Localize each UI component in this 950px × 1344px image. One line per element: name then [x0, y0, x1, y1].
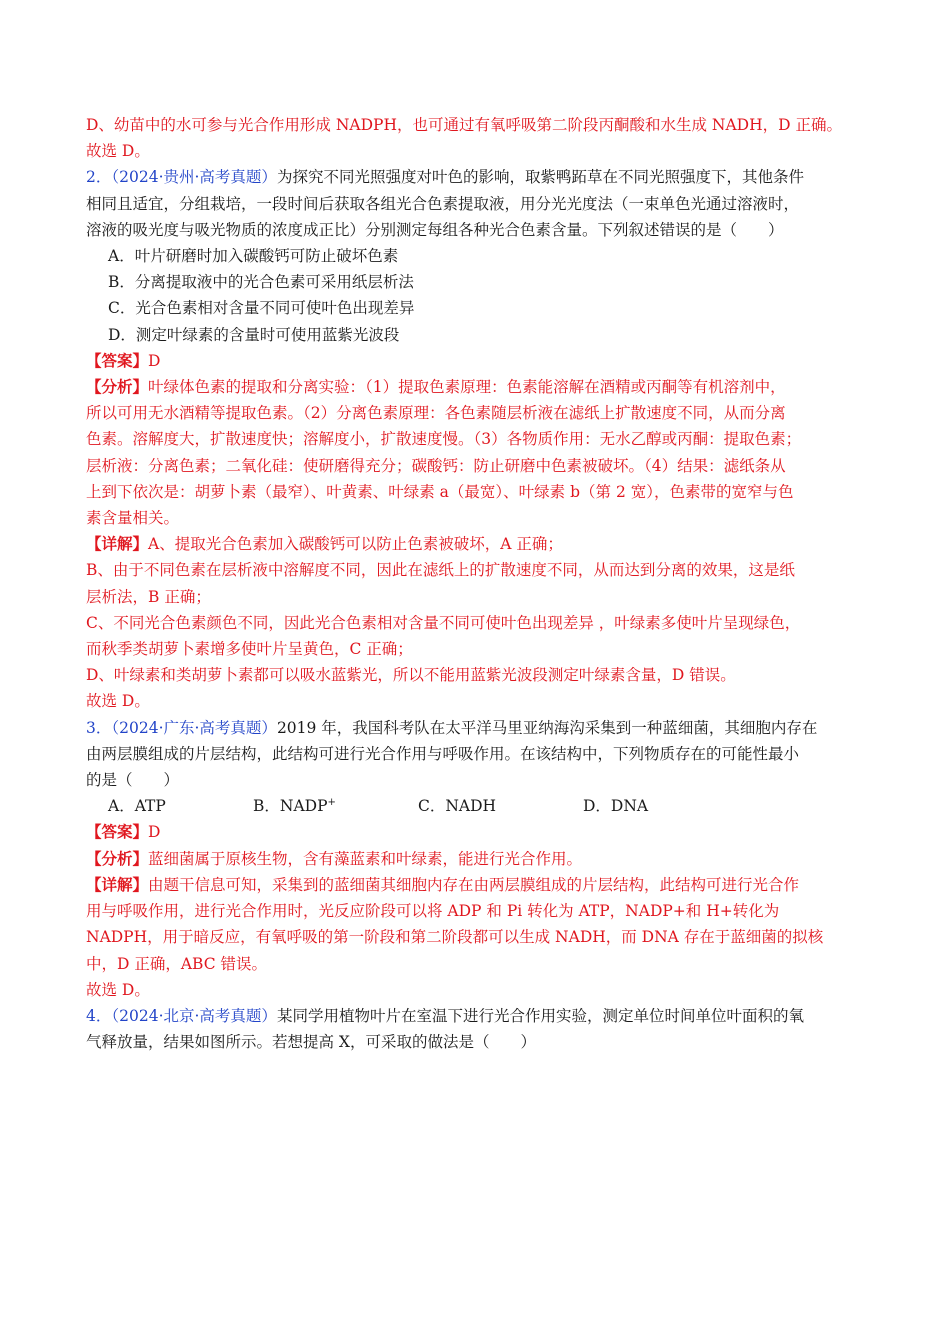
q3-detail-line-4: 中，D 正确，ABC 错误。 [86, 954, 268, 973]
q2-analysis-line-3: 色素。溶解度大，扩散速度快；溶解度小，扩散速度慢。（3）各物质作用：无水乙醇或丙酮：提取色素； [86, 430, 802, 449]
q3-analysis-text: 蓝细菌属于原核生物，含有藻蓝素和叶绿素，能进行光合作用。 [148, 849, 583, 868]
q4-number: 4． [86, 1006, 112, 1025]
q3-option-b-superscript: + [327, 797, 336, 809]
q2-number: 2． [86, 168, 112, 187]
q3-number: 3． [86, 718, 112, 737]
q3-stem-line-2: 由两层膜组成的片层结构，此结构可进行光合作用与呼吸作用。在该结构中，下列物质存在的可能性最小 [86, 744, 800, 763]
q2-detail-label: 【详解】 [86, 534, 149, 554]
q3-source-tag: （2024·广东·高考真题） [111, 718, 277, 737]
q3-answer-value: D [148, 823, 161, 842]
document-page [86, 112, 866, 1055]
q2-detail-line-3: 层析法，B 正确； [86, 587, 211, 606]
q3-stem-line-3: 的是（ ） [86, 771, 180, 790]
q2-source-tag: （2024·贵州·高考真题） [111, 168, 277, 187]
q2-detail-line-1 [86, 531, 866, 557]
q2-stem-line-1 [86, 164, 866, 190]
q2-analysis-label: 【分析】 [86, 377, 149, 397]
q3-option-d: D．DNA [583, 797, 649, 816]
q2-option-d: D．测定叶绿素的含量时可使用蓝紫光波段 [108, 325, 400, 344]
q2-detail-line-5: 而秋季类胡萝卜素增多使叶片呈黄色，C 正确； [86, 640, 413, 659]
q3-option-a: A．ATP [108, 797, 166, 816]
q2-stem-text: 为探究不同光照强度对叶色的影响，取紫鸭跖草在不同光照强度下，其他条件 [276, 168, 804, 187]
q3-detail-text: 由题干信息可知，采集到的蓝细菌其细胞内存在由两层膜组成的片层结构，此结构可进行光合作 [148, 875, 800, 894]
q3-options [86, 793, 866, 819]
q3-detail-label: 【详解】 [86, 874, 149, 894]
q3-option-b: B．NADP+ [253, 797, 336, 816]
q1-conclusion: 故选 D。 [86, 142, 150, 161]
q2-stem-line-3: 溶液的吸光度与吸光物质的浓度成正比）分别测定每组各种光合色素含量。下列叙述错误的是（ ） [86, 220, 784, 239]
q2-detail-line-2: B、由于不同色素在层析液中溶解度不同，因此在滤纸上的扩散速度不同，从而达到分离的效果，这是纸 [86, 561, 795, 580]
q2-analysis-text: 叶绿体色素的提取和分离实验：（1）提取色素原理：色素能溶解在酒精或丙酮等有机溶剂中， [148, 378, 786, 397]
q3-answer [86, 819, 866, 845]
q2-analysis-line-1 [86, 374, 866, 400]
q4-stem-line-1 [86, 1003, 866, 1029]
q3-analysis-label: 【分析】 [86, 848, 149, 868]
q2-option-a: A．叶片研磨时加入碳酸钙可防止破坏色素 [108, 247, 399, 266]
q4-stem-text: 某同学用植物叶片在室温下进行光合作用实验，测定单位时间单位叶面积的氧 [276, 1006, 804, 1025]
q2-answer-label: 【答案】 [86, 350, 149, 370]
q3-stem-line-1 [86, 715, 866, 741]
q2-conclusion: 故选 D。 [86, 692, 150, 711]
q3-detail-line-2: 用与呼吸作用，进行光合作用时，光反应阶段可以将 ADP 和 Pi 转化为 ATP，NADP+和 H+转化为 [86, 902, 780, 921]
q2-option-c: C．光合色素相对含量不同可使叶色出现差异 [108, 299, 415, 318]
q1-detail-d: D、幼苗中的水可参与光合作用形成 NADPH，也可通过有氧呼吸第二阶段丙酮酸和水生成 NADH，D 正确。 [86, 116, 842, 134]
q3-stem-text: 2019 年，我国科考队在太平洋马里亚纳海沟采集到一种蓝细菌，其细胞内存在 [276, 718, 818, 737]
q2-detail-text: A、提取光合色素加入碳酸钙可以防止色素被破坏，A 正确； [148, 535, 563, 554]
q2-answer [86, 348, 866, 374]
q4-source-tag: （2024·北京·高考真题） [111, 1006, 277, 1025]
q2-analysis-line-5: 上到下依次是：胡萝卜素（最窄）、叶黄素、叶绿素 a（最宽）、叶绿素 b（第 2 宽），色素带的宽窄与色 [86, 482, 794, 501]
q3-answer-label: 【答案】 [86, 822, 149, 842]
q3-conclusion: 故选 D。 [86, 980, 150, 999]
q3-analysis [86, 846, 866, 872]
q2-answer-value: D [148, 351, 161, 370]
q4-stem-line-2: 气释放量，结果如图所示。若想提高 X，可采取的做法是（ ） [86, 1033, 536, 1052]
q2-analysis-line-6: 素含量相关。 [86, 509, 180, 528]
q3-detail-line-3: NADPH，用于暗反应，有氧呼吸的第一阶段和第二阶段都可以生成 NADH，而 DNA 存在于蓝细菌的拟核 [86, 928, 824, 947]
q2-analysis-line-2: 所以可用无水酒精等提取色素。（2）分离色素原理：各色素随层析液在滤纸上扩散速度不同，从而分离 [86, 404, 786, 423]
q2-detail-line-4: C、不同光合色素颜色不同，因此光合色素相对含量不同可使叶色出现差异 ，叶绿素多使叶片呈现绿色， [86, 613, 801, 632]
q2-detail-line-6: D、叶绿素和类胡萝卜素都可以吸水蓝紫光，所以不能用蓝紫光波段测定叶绿素含量，D 错误。 [86, 666, 736, 685]
q2-stem-line-2: 相同且适宜，分组栽培，一段时间后获取各组光合色素提取液，用分光光度法（一束单色光通过溶液时， [86, 194, 800, 213]
q3-option-c: C．NADH [418, 797, 497, 816]
q3-detail-line-1 [86, 872, 866, 898]
q2-analysis-line-4: 层析液：分离色素；二氧化硅：使研磨得充分；碳酸钙：防止研磨中色素被破坏。（4）结果：滤纸条从 [86, 456, 786, 475]
q2-option-b: B．分离提取液中的光合色素可采用纸层析法 [108, 273, 414, 292]
